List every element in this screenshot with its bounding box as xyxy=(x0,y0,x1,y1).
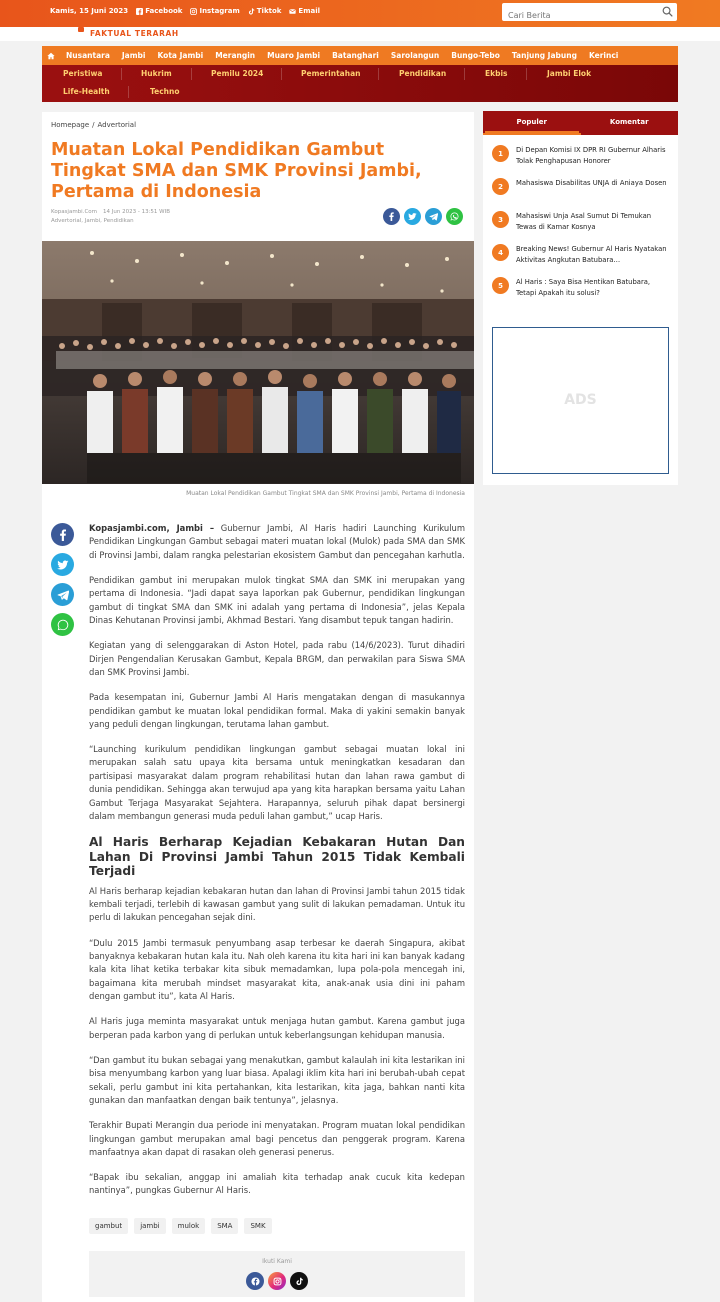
paragraph: Al Haris juga meminta masyarakat untuk menjaga hutan gambut. Karena gambut juga berperan pada karbon yang di perlukan untuk keberlangsungan kehidupan manusia. xyxy=(89,1016,465,1040)
tiktok-link[interactable]: Tiktok xyxy=(248,7,282,15)
paragraph: Al Haris berharap kejadian kebakaran hutan dan lahan di Provinsi Jambi tahun 2015 tidak kembali terjadi, terlebih di kawasan gambut yang sulit di lakukan pemadaman. Untuk itu perlu di lakukan pencegahan sejak dini. xyxy=(89,885,465,923)
article-subheading: Al Haris Berharap Kejadian Kebakaran Hutan Dan Lahan Di Provinsi Jambi Tahun 2015 Tidak Kembali Terjadi xyxy=(89,835,465,879)
paragraph: Kegiatan yang di selenggarakan di Aston Hotel, pada rabu (14/6/2023). Turut dihadiri Dirjen Pengendalian Kerusakan Gambut, Kepala BRGM, dan perwakilan para Siswa SMA dan SMK Provinsi Jambi. xyxy=(89,640,465,678)
breadcrumb-home[interactable]: Homepage xyxy=(51,121,90,129)
rank-badge: 4 xyxy=(492,244,509,261)
whatsapp-icon xyxy=(450,212,459,221)
lead-paragraph: Kopasjambi.com, Jambi – Gubernur Jambi, Al Haris hadiri Launching Kurikulum Pendidikan Lingkungan Gambut sebagai materi muatan lokal (Mulok) pada SMA dan SMK di Provinsi Jambi, dalam rangka pelestarian ekosistem Gambut dan pencegahan karhutla. xyxy=(89,523,465,560)
share-facebook-button[interactable] xyxy=(383,208,400,225)
article-meta xyxy=(51,209,170,215)
rank-badge: 1 xyxy=(492,145,509,162)
category-nav xyxy=(42,65,678,102)
category-ekbis[interactable]: Ekbis xyxy=(485,69,508,78)
link-provinsi-jambi[interactable]: Provinsi Jambi xyxy=(99,549,158,560)
side-share-twitter-button[interactable] xyxy=(51,553,74,576)
side-share-whatsapp-button[interactable] xyxy=(51,613,74,636)
article-hero-image xyxy=(42,241,474,484)
twitter-icon xyxy=(57,559,69,571)
facebook-icon xyxy=(57,529,69,541)
search-icon[interactable] xyxy=(662,6,673,17)
tag-gambut[interactable]: gambut xyxy=(89,1218,128,1234)
nav-item-merangin[interactable]: Merangin xyxy=(215,51,256,60)
list-item[interactable] xyxy=(492,178,668,195)
category-techno[interactable]: Techno xyxy=(150,87,180,96)
facebook-icon xyxy=(387,212,396,221)
tag-sma[interactable]: SMA xyxy=(211,1218,238,1234)
nav-item-bungo-tebo[interactable]: Bungo-Tebo xyxy=(451,51,500,60)
facebook-icon xyxy=(136,8,143,15)
list-item[interactable] xyxy=(492,277,668,298)
instagram-link[interactable]: Instagram xyxy=(190,7,239,15)
category-pemerintahan[interactable]: Pemerintahan xyxy=(301,69,361,78)
paragraph: Pendidikan gambut ini merupakan mulok tingkat SMA dan SMK ini merupakan yang pertama di Indonesia. “Jadi dapat saya laporkan pak Gubernur, pendidikan lingkungan gambut di tingkat SMA dan SMK ini adalah yang pertama di Indonesia”, jelas Kepala Dinas Kehutanan Provinsi jambi, Akhmad Bestari. Yang disambut tepuk tangan hadirin. xyxy=(89,574,465,626)
share-telegram-button[interactable] xyxy=(425,208,442,225)
tab-komentar[interactable]: Komentar xyxy=(581,111,679,135)
tab-populer[interactable]: Populer xyxy=(483,111,581,135)
paragraph: “Bapak ibu sekalian, anggap ini amaliah kita terhadap anak cucuk kita kedepan nantinya”, pungkas Gubernur Al Haris. xyxy=(89,1172,465,1196)
category-life-health[interactable]: Life-Health xyxy=(63,87,110,96)
nav-item-nusantara[interactable]: Nusantara xyxy=(66,51,110,60)
nav-item-batanghari[interactable]: Batanghari xyxy=(332,51,379,60)
nav-item-jambi[interactable]: Jambi xyxy=(121,51,146,60)
category-peristiwa[interactable]: Peristiwa xyxy=(63,69,103,78)
nav-item-kerinci[interactable]: Kerinci xyxy=(588,51,619,60)
tiktok-icon xyxy=(248,8,255,15)
follow-instagram-button[interactable] xyxy=(268,1272,286,1290)
facebook-icon xyxy=(251,1277,260,1286)
ads-label: ADS xyxy=(564,392,597,408)
nav-item-tanjung-jabung[interactable]: Tanjung Jabung xyxy=(511,51,577,60)
side-share-telegram-button[interactable] xyxy=(51,583,74,606)
article-datetime: 14 Jun 2023 - 13:51 WIB xyxy=(103,209,171,215)
category-pendidikan[interactable]: Pendidikan xyxy=(399,69,447,78)
home-icon xyxy=(47,52,55,60)
follow-box xyxy=(89,1251,465,1297)
side-share-facebook-button[interactable] xyxy=(51,523,74,546)
instagram-icon xyxy=(273,1277,282,1286)
tag-mulok[interactable]: mulok xyxy=(172,1218,206,1234)
share-buttons-side xyxy=(51,523,74,636)
search-input[interactable] xyxy=(502,7,652,25)
category-hukrim[interactable]: Hukrim xyxy=(141,69,172,78)
tag-list xyxy=(89,1218,272,1234)
nav-item-muaro-jambi[interactable]: Muaro Jambi xyxy=(267,51,321,60)
follow-tiktok-button[interactable] xyxy=(290,1272,308,1290)
nav-item-kota-jambi[interactable]: Kota Jambi xyxy=(157,51,204,60)
category-pemilu-2024[interactable]: Pemilu 2024 xyxy=(211,69,264,78)
home-button[interactable] xyxy=(42,52,60,60)
tag-jambi[interactable]: jambi xyxy=(134,1218,165,1234)
whatsapp-icon xyxy=(57,619,69,631)
article-body xyxy=(89,522,465,1210)
tiktok-icon xyxy=(295,1277,304,1286)
twitter-icon xyxy=(408,212,417,221)
popular-headline[interactable]: Mahasiswa Disabilitas UNJA di Aniaya Dosen xyxy=(516,179,667,187)
article-categories[interactable]: Advertorial, Jambi, Pendidikan xyxy=(51,218,134,224)
search-bar xyxy=(502,3,677,21)
telegram-icon xyxy=(429,212,438,221)
ad-slot[interactable] xyxy=(492,327,669,474)
article-source[interactable]: Kopasjambi.Com xyxy=(51,209,98,215)
top-bar xyxy=(0,0,720,27)
nav-item-sarolangun[interactable]: Sarolangun xyxy=(390,51,440,60)
image-caption: Muatan Lokal Pendidikan Gambut Tingkat SMA dan SMK Provinsi Jambi, Pertama di Indonesia xyxy=(186,490,465,497)
paragraph: “Dulu 2015 Jambi termasuk penyumbang asap terbesar ke daerah Singapura, akibat banyaknya kebakaran hutan kala itu. Nah oleh karena itu kita hari ini kan banyak kadang kala kita lihat ketika terbakar kita sibuk memadamkan, lupa pola-pola mencegah ini, bagaimana kita merubah mindset masyarakat kita, anak-anak usia dini ini paham dengan gambut itu”, kata Al Haris. xyxy=(89,937,465,1002)
current-date: Kamis, 15 Juni 2023 xyxy=(50,7,129,15)
list-item[interactable] xyxy=(492,244,668,265)
popular-headline[interactable]: Mahasiswi Unja Asal Sumut Di Temukan Tewas di Kamar Kosnya xyxy=(516,212,652,231)
share-buttons-top xyxy=(383,208,463,225)
paragraph: Terakhir Bupati Merangin dua periode ini menyatakan. Program muatan lokal pendidikan lingkungan gambut merupakan amal bagi pencetus dan penggerak program. Karena manfaatnya akan dapat di rasakan oleh generasi penerus. xyxy=(89,1120,465,1157)
telegram-icon xyxy=(57,589,69,601)
breadcrumb-category[interactable]: Advertorial xyxy=(97,121,137,129)
list-item[interactable] xyxy=(492,145,668,166)
follow-label: Ikuti Kami xyxy=(262,1258,292,1265)
facebook-link[interactable]: Facebook xyxy=(136,7,182,15)
rank-badge: 5 xyxy=(492,277,509,294)
breadcrumb: Homepage / Advertorial xyxy=(51,121,137,129)
instagram-icon xyxy=(190,8,197,15)
paragraph: Pada kesempatan ini, Gubernur Jambi Al Haris mengatakan dengan di masukannya pendidikan gambut ke muatan lokal pendidikan formal. Maka di yakini semakin banyak yang peduli dengan lingkungan, terutama lahan gambut. xyxy=(89,692,465,729)
share-whatsapp-button[interactable] xyxy=(446,208,463,225)
rank-badge: 3 xyxy=(492,211,509,228)
email-link[interactable]: Email xyxy=(289,7,320,15)
article-title: Muatan Lokal Pendidikan Gambut Tingkat SMA dan SMK Provinsi Jambi, Pertama di Indonesia xyxy=(51,140,422,202)
popular-headline[interactable]: Breaking News! Gubernur Al Haris Nyatakan Aktivitas Angkutan Batubara… xyxy=(516,245,667,264)
share-twitter-button[interactable] xyxy=(404,208,421,225)
main-nav xyxy=(42,46,678,65)
tag-smk[interactable]: SMK xyxy=(244,1218,271,1234)
popular-headline[interactable]: Al Haris : Saya Bisa Hentikan Batubara, Tetapi Apakah itu solusi? xyxy=(516,278,651,297)
follow-facebook-button[interactable] xyxy=(246,1272,264,1290)
category-jambi-elok[interactable]: Jambi Elok xyxy=(547,69,592,78)
sidebar-tabs xyxy=(483,111,678,135)
rank-badge: 2 xyxy=(492,178,509,195)
site-tagline: FAKTUAL TERARAH xyxy=(90,29,179,38)
site-logo[interactable] xyxy=(78,27,84,32)
link-al-haris[interactable]: Al Haris xyxy=(299,523,337,533)
list-item[interactable] xyxy=(492,211,668,232)
paragraph: “Launching kurikulum pendidikan lingkungan gambut sebagai muatan lokal ini merupakan salah satu upaya kita bersama untuk meningkatkan kesadaran dan partisipasi masyarakat dalam program rehabilitasi hutan dan lahan rawa gambut di dunia pendidikan. Sehingga akan terwujud apa yang kita harapkan bersama yaitu Lahan Gambut Terjaga Masyarakat Sejahtera. Harapannya, seluruh pihak dapat bersinergi dalam membangun generasi muda peduli lahan gambut,” ucap Haris. xyxy=(89,744,465,822)
email-icon xyxy=(289,8,296,15)
popular-headline[interactable]: Di Depan Komisi IX DPR RI Gubernur Alharis Tolak Penghapusan Honorer xyxy=(516,146,666,165)
paragraph: “Dan gambut itu bukan sebagai yang menakutkan, gambut kalaulah ini kita lestarikan ini bisa menyumbang karbon yang luar biasa. Apalagi iklim kita hari ini berubah-ubah cepat sekali, perlu gambut ini kita pertahankan, kita lestarikan, kita jaga, bahkan nanti kita gunakan dan manfaatkan dengan baik tentunya”, jelasnya. xyxy=(89,1054,465,1105)
popular-list xyxy=(483,135,678,305)
event-photo xyxy=(42,241,474,484)
